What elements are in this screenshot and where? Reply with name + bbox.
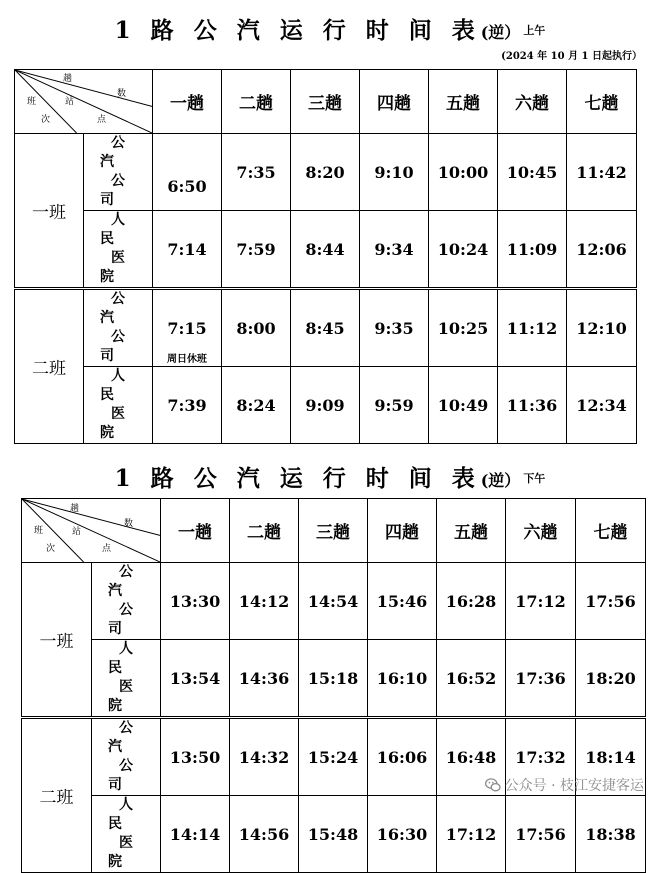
pm-trip-header: 五趟: [437, 499, 506, 563]
pm-time-cell: 14:14: [161, 796, 230, 873]
pm-corner-label-shu: 数: [124, 519, 134, 529]
am-timetable: [14, 69, 637, 444]
pm-time-cell: 14:54: [299, 563, 368, 640]
pm-corner-label-tang: 趟: [70, 504, 80, 514]
pm-time-cell: 14:56: [230, 796, 299, 873]
table-row: [15, 367, 637, 444]
pm-time-cell: 15:46: [368, 563, 437, 640]
am-time-cell: 9:59: [360, 367, 429, 444]
pm-trip-header: 四趟: [368, 499, 437, 563]
pm-trip-header: 七趟: [576, 499, 646, 563]
pm-time-cell: 16:52: [437, 640, 506, 718]
pm-time-cell: 13:30: [161, 563, 230, 640]
am-header-row: [15, 70, 637, 134]
pm-time-cell: 17:32: [506, 718, 576, 796]
pm-time-cell: 15:48: [299, 796, 368, 873]
am-time-cell: 9:09: [291, 367, 360, 444]
pm-time-cell: 17:12: [437, 796, 506, 873]
pm-time-cell: 17:12: [506, 563, 576, 640]
am-time-cell: 8:20: [291, 134, 360, 211]
am-stop-bus-company: 公汽 公司: [84, 134, 153, 211]
am-shift-label: 二班: [15, 289, 84, 444]
am-title-main: 1 路 公 汽 运 行 时 间 表: [114, 17, 481, 44]
am-time-cell: 8:45: [291, 289, 360, 367]
am-trip-header: 五趟: [429, 70, 498, 134]
pm-time-cell: 17:56: [506, 796, 576, 873]
pm-stop-bus-company: 公汽 公司: [92, 718, 161, 796]
am-corner-label-zhan: 站: [65, 97, 75, 107]
pm-time-cell: 18:20: [576, 640, 646, 718]
am-corner-label-shu: 数: [117, 89, 127, 99]
am-trip-header: 三趟: [291, 70, 360, 134]
am-trip-header: 一趟: [153, 70, 222, 134]
pm-corner-label-ban: 班: [34, 526, 44, 536]
pm-trip-header: 三趟: [299, 499, 368, 563]
pm-trip-header: 六趟: [506, 499, 576, 563]
am-time-cell: 7:59: [222, 211, 291, 289]
pm-trip-header: 一趟: [161, 499, 230, 563]
am-time-cell: 11:42: [567, 134, 637, 211]
am-time-cell: 7:14: [153, 211, 222, 289]
am-time-cell: 10:24: [429, 211, 498, 289]
am-time-cell: 12:34: [567, 367, 637, 444]
am-stop-peoples-hospital: 人民 医院: [84, 367, 153, 444]
am-title-period: 上午: [523, 24, 546, 37]
am-time-cell: 12:10: [567, 289, 637, 367]
am-trip-header: 七趟: [567, 70, 637, 134]
am-time-cell: 10:00: [429, 134, 498, 211]
pm-stop-bus-company: 公汽 公司: [92, 563, 161, 640]
am-trip-header: 二趟: [222, 70, 291, 134]
am-time-cell: 8:44: [291, 211, 360, 289]
table-row: [15, 289, 637, 367]
am-time-cell: 8:00: [222, 289, 291, 367]
pm-time-cell: 14:32: [230, 718, 299, 796]
am-time-cell: 7:35: [222, 134, 291, 211]
pm-stop-peoples-hospital: 人民 医院: [92, 796, 161, 873]
pm-time-cell: 15:24: [299, 718, 368, 796]
am-time-cell: 11:36: [498, 367, 567, 444]
pm-time-cell: 17:56: [576, 563, 646, 640]
pm-time-cell: 16:06: [368, 718, 437, 796]
pm-title-period: 下午: [523, 472, 546, 485]
pm-trip-header: 二趟: [230, 499, 299, 563]
pm-timetable: [21, 498, 646, 873]
pm-time-cell: 16:10: [368, 640, 437, 718]
am-time-cell: 10:49: [429, 367, 498, 444]
am-time-cell: 6:50: [153, 148, 222, 225]
pm-time-cell: 16:48: [437, 718, 506, 796]
pm-time-cell: 14:36: [230, 640, 299, 718]
pm-time-cell: 14:12: [230, 563, 299, 640]
am-corner-cell: [15, 70, 153, 134]
am-time-cell: 9:10: [360, 134, 429, 211]
pm-time-cell: 15:18: [299, 640, 368, 718]
pm-corner-label-ci: 次: [46, 544, 56, 554]
pm-shift-label: 一班: [22, 563, 92, 718]
pm-corner-label-zhan: 站: [72, 527, 82, 537]
am-trip-header: 六趟: [498, 70, 567, 134]
pm-time-cell: 16:28: [437, 563, 506, 640]
wechat-icon: [485, 777, 501, 793]
am-time-cell: 12:06: [567, 211, 637, 289]
pm-shift-label: 二班: [22, 718, 92, 873]
pm-title-direction: (逆）: [480, 471, 521, 490]
pm-title-main: 1 路 公 汽 运 行 时 间 表: [114, 465, 481, 492]
am-time-cell: 11:09: [498, 211, 567, 289]
pm-header-row: [22, 499, 646, 563]
watermark-text: 公众号 · 枝江安捷客运: [504, 778, 644, 794]
am-title: [0, 12, 660, 45]
am-time-cell-with-note: [153, 289, 222, 367]
am-corner-label-ci: 次: [41, 115, 51, 125]
am-time-cell: 9:34: [360, 211, 429, 289]
table-row: [22, 640, 646, 718]
table-row: [15, 134, 637, 211]
am-corner-label-tang: 趟: [63, 74, 73, 84]
am-shift-label: 一班: [15, 134, 84, 289]
am-time-cell: 11:12: [498, 289, 567, 367]
am-stop-bus-company: 公汽 公司: [84, 289, 153, 367]
pm-time-cell: 18:38: [576, 796, 646, 873]
am-corner-label-dian: 点: [97, 115, 107, 125]
pm-corner-cell: [22, 499, 161, 563]
am-time-cell: 8:24: [222, 367, 291, 444]
pm-time-cell: 17:36: [506, 640, 576, 718]
am-time-value: 7:15: [167, 318, 207, 338]
am-title-direction: (逆）: [480, 23, 521, 42]
pm-time-cell: 13:54: [161, 640, 230, 718]
table-row: [22, 563, 646, 640]
am-trip-header: 四趟: [360, 70, 429, 134]
am-time-cell: 7:39: [153, 367, 222, 444]
am-corner-label-ban: 班: [27, 97, 37, 107]
am-time-cell: 9:35: [360, 289, 429, 367]
pm-stop-peoples-hospital: 人民 医院: [92, 640, 161, 718]
am-time-cell: 10:25: [429, 289, 498, 367]
pm-time-cell: 13:50: [161, 718, 230, 796]
pm-title: [0, 460, 660, 493]
pm-time-cell: 18:14: [576, 718, 646, 796]
table-row: [22, 796, 646, 873]
am-effective-date-note: (2024 年 10 月 1 日起执行）: [501, 51, 642, 62]
am-time-cell: 10:45: [498, 134, 567, 211]
pm-time-cell: 16:30: [368, 796, 437, 873]
table-row: [15, 211, 637, 289]
watermark: [485, 775, 644, 795]
sunday-off-note: 周日休班: [167, 354, 207, 365]
pm-corner-label-dian: 点: [102, 544, 112, 554]
am-stop-peoples-hospital: 人民 医院: [84, 211, 153, 289]
